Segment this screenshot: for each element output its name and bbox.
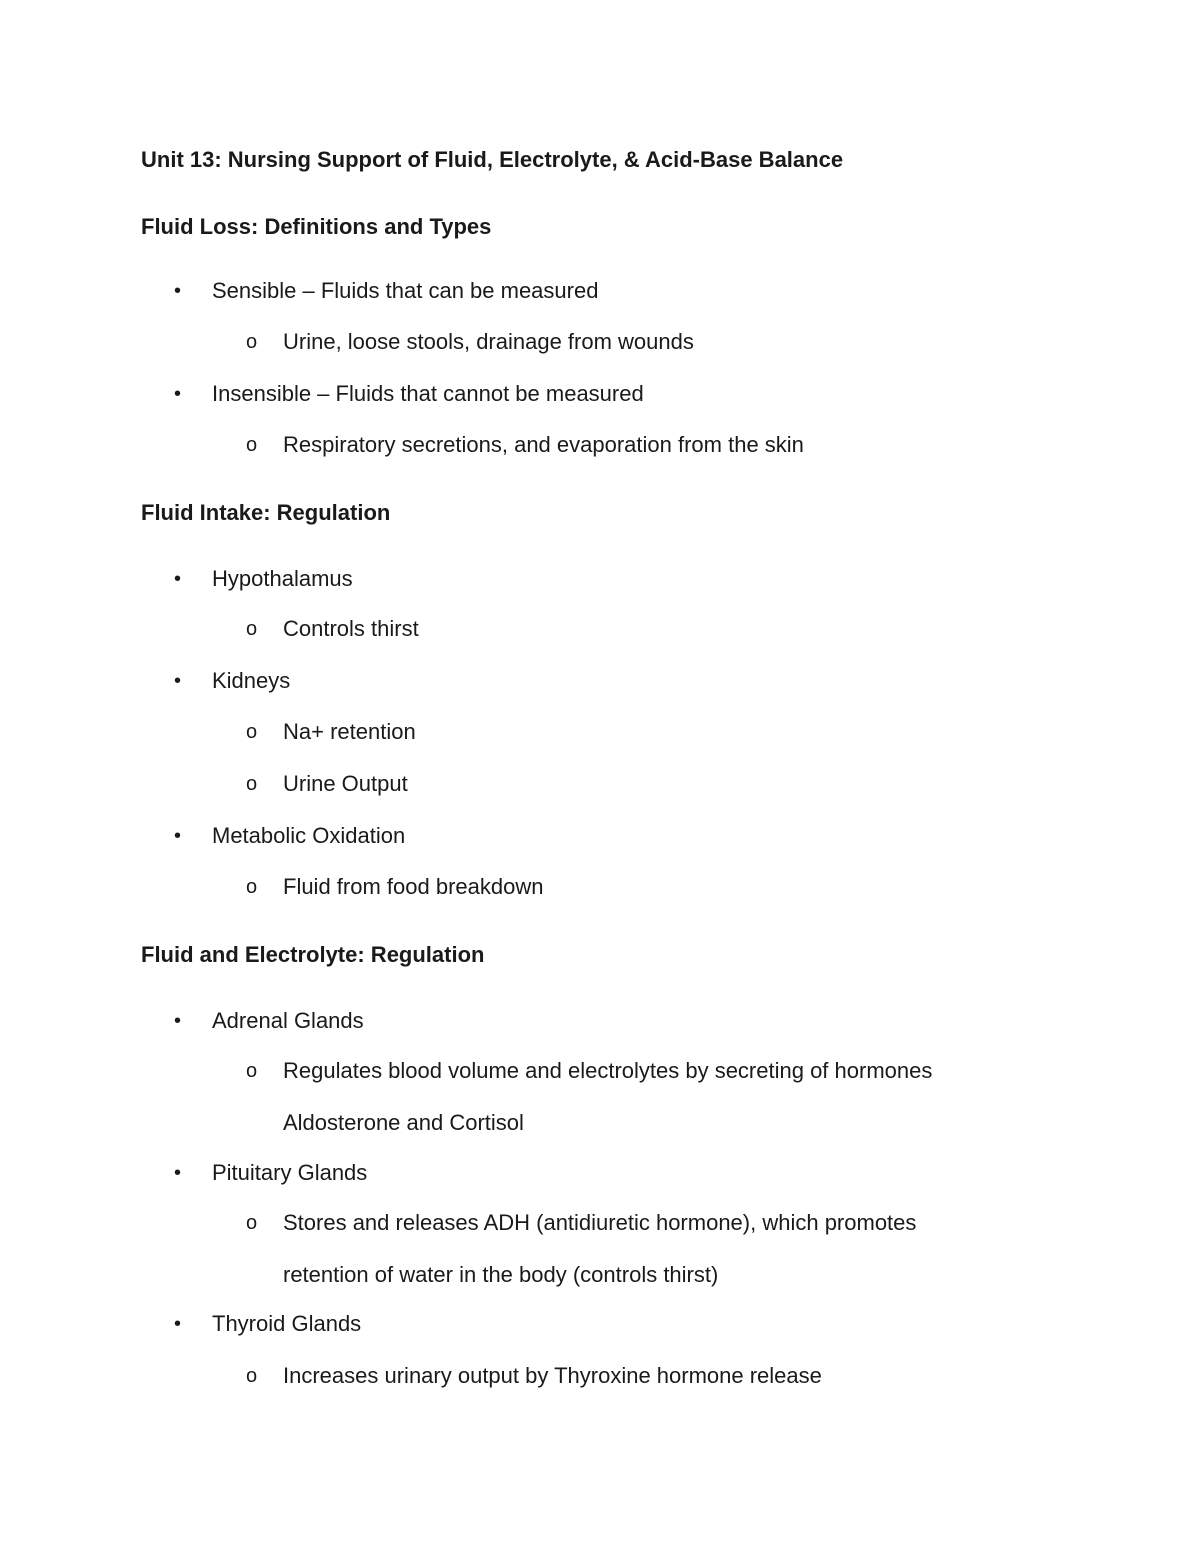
list-item: Adrenal Glands bbox=[212, 1008, 364, 1033]
sub-list-item: Urine, loose stools, drainage from wounds bbox=[283, 329, 694, 354]
sub-list-item: Respiratory secretions, and evaporation from the skin bbox=[283, 432, 804, 457]
sub-list-item: Urine Output bbox=[283, 771, 408, 796]
sub-bullet-icon: o bbox=[246, 876, 258, 898]
sub-bullet-icon: o bbox=[246, 1365, 258, 1387]
list-item: Thyroid Glands bbox=[212, 1311, 362, 1336]
sub-list-item: Regulates blood volume and electrolytes by secreting of hormones bbox=[283, 1058, 933, 1083]
bullet-icon: • bbox=[174, 825, 182, 847]
list-item: Insensible – Fluids that cannot be measured bbox=[212, 381, 644, 406]
sub-bullet-icon: o bbox=[246, 1060, 258, 1082]
sub-bullet-icon: o bbox=[246, 618, 258, 640]
list-item: Metabolic Oxidation bbox=[212, 823, 406, 848]
sub-list-item: Fluid from food breakdown bbox=[283, 874, 544, 899]
sub-list-item: Increases urinary output by Thyroxine hormone release bbox=[283, 1363, 822, 1388]
sub-list-item-continuation: retention of water in the body (controls thirst) bbox=[283, 1262, 719, 1287]
section-heading-fluid-intake: Fluid Intake: Regulation bbox=[141, 500, 391, 525]
sub-list-item: Controls thirst bbox=[283, 616, 419, 641]
list-item: Sensible – Fluids that can be measured bbox=[212, 278, 599, 303]
bullet-icon: • bbox=[174, 1313, 182, 1335]
sub-bullet-icon: o bbox=[246, 434, 258, 456]
sub-bullet-icon: o bbox=[246, 721, 258, 743]
sub-bullet-icon: o bbox=[246, 331, 258, 353]
section-heading-fluid-electrolyte: Fluid and Electrolyte: Regulation bbox=[141, 942, 485, 967]
sub-bullet-icon: o bbox=[246, 773, 258, 795]
list-item: Kidneys bbox=[212, 668, 291, 693]
sub-list-item-continuation: Aldosterone and Cortisol bbox=[283, 1110, 524, 1135]
bullet-icon: • bbox=[174, 670, 182, 692]
document-title: Unit 13: Nursing Support of Fluid, Electrolyte, & Acid-Base Balance bbox=[141, 147, 844, 172]
bullet-icon: • bbox=[174, 568, 182, 590]
list-item: Pituitary Glands bbox=[212, 1160, 368, 1185]
sub-list-item: Stores and releases ADH (antidiuretic hormone), which promotes bbox=[283, 1210, 917, 1235]
bullet-icon: • bbox=[174, 280, 182, 302]
list-item: Hypothalamus bbox=[212, 566, 353, 591]
bullet-icon: • bbox=[174, 1010, 182, 1032]
bullet-icon: • bbox=[174, 1162, 182, 1184]
section-heading-fluid-loss: Fluid Loss: Definitions and Types bbox=[141, 214, 492, 239]
sub-bullet-icon: o bbox=[246, 1212, 258, 1234]
sub-list-item: Na+ retention bbox=[283, 719, 416, 744]
bullet-icon: • bbox=[174, 383, 182, 405]
